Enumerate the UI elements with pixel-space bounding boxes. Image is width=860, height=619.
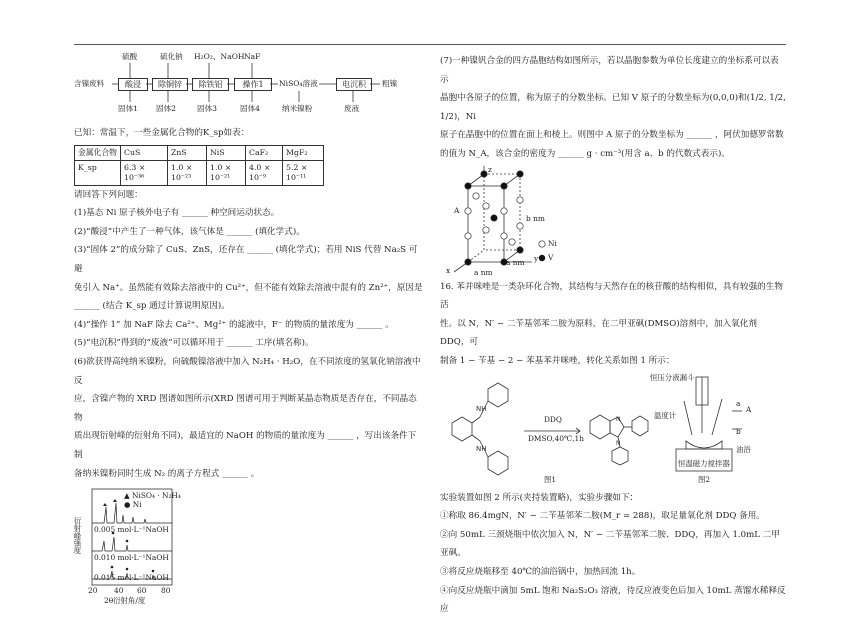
xrd-xtick: 40 — [114, 586, 124, 596]
xrd-legend-item: ▲ NiSO₄ · N₂H₄ — [124, 491, 181, 501]
apparatus-label: 温度计 — [654, 410, 677, 420]
step-box: 电沉积 — [336, 78, 372, 91]
table-cell: 金属化合物 — [75, 145, 121, 160]
apparatus-label: 油浴 — [736, 444, 751, 454]
question-line: ③将反应烧瓶移至 40℃的油浴锅中，加热回流 1h。 — [440, 566, 641, 577]
xrd-figure — [74, 487, 424, 607]
ksp-table — [74, 145, 324, 186]
xrd-xtick: 20 — [88, 586, 98, 596]
xrd-xtick: 60 — [137, 586, 147, 596]
xrd-xlabel: 2θ衍射角/度 — [104, 596, 146, 606]
reaction-scheme — [440, 371, 786, 489]
start-material: 含镍废料 — [74, 79, 105, 88]
svg-text:NH: NH — [476, 444, 487, 453]
solid-label: 固体1 — [118, 104, 139, 113]
reagent-label: 硫酸 — [122, 52, 138, 61]
reaction-figures — [440, 371, 786, 489]
table-cell: 6.3 × 10⁻³⁶ — [120, 160, 167, 185]
question-line: 性。以 N，N′ − 二苄基邻苯二胺为原料，在二甲亚砜(DMSO)溶剂中，加入氧化剂 DDQ，可 — [440, 318, 757, 348]
question-line: 16. 苯并咪唑是一类杂环化合物，其结构与天然存在的核苷酸的结构相似，具有较强的生物活 — [440, 281, 783, 311]
question-line: 实验装置如图 2 所示(夹持装置略)，实验步骤如下： — [440, 492, 639, 503]
question-line: 晶胞中各原子的位置，称为原子的分数坐标。已知 V 原子的分数坐标为(0,0,0)和(1/2, 1/2, 1/2)，Ni — [440, 93, 786, 122]
apparatus-label: b — [736, 426, 741, 436]
question-line: (1)基态 Ni 原子核外电子有 ______ 种空间运动状态。 — [74, 208, 280, 219]
question-line: (2)“酸浸”中产生了一种气体，该气体是 ______ (填化学式)。 — [74, 226, 305, 237]
question-line: ①称取 86.4mgN，N′ − 二苄基邻苯二胺(M_r = 288)，取足量氧化剂 DDQ 备用。 — [440, 511, 765, 522]
table-cell: ZnS — [167, 145, 206, 160]
question-line: ④向反应烧瓶中滴加 5mL 饱和 Na₂S₂O₃ 溶液，待反应液变色后加入 10mL 蒸馏水稀释反应 — [440, 585, 786, 615]
svg-text:N: N — [616, 415, 621, 423]
waste-label: 废液 — [344, 104, 360, 113]
xrd-ylabel: 衍射峰强度 — [73, 517, 82, 555]
solid-label: 固体4 — [240, 104, 261, 113]
question-line: ______ (结合 K_sp 通过计算说明原因)。 — [74, 301, 230, 312]
solid-label: 固体2 — [156, 104, 177, 113]
table-cell: K_sp — [75, 160, 121, 185]
table-cell: CuS — [120, 145, 167, 160]
intermediate-solution: NiSO₄溶液 — [279, 79, 318, 88]
question-line: ②向 50mL 三颈烧瓶中依次加入 N，N′ − 二苄基邻苯二胺、DDQ，再加入 1.0mL 二甲亚砜。 — [440, 529, 780, 559]
xrd-xtick: 80 — [161, 586, 171, 596]
step-box: 除铜锌 — [152, 78, 188, 91]
xrd-legend-item: ● Ni — [124, 500, 142, 510]
legend-v: V — [548, 252, 554, 262]
axis-label: x — [446, 265, 451, 275]
question-line: 免引入 Na⁺。虽然能有效除去溶液中的 Cu²⁺，但不能有效除去溶液中混有的 Zn²⁺，原因是 — [74, 282, 423, 293]
reagent-label: 硫化钠 — [160, 52, 183, 61]
svg-text:NH: NH — [476, 404, 487, 413]
atom-A-label: A — [454, 205, 460, 215]
reagent-label: NaF — [244, 52, 261, 61]
end-product: 粗镍 — [382, 79, 398, 88]
question-line: 的值为 N_A，该合金的密度为 ______ g · cm⁻³(用含 a、b 的代数式表示)。 — [440, 148, 730, 159]
axis-label: z — [488, 164, 492, 174]
lattice-label: a nm — [474, 267, 493, 277]
xrd-curve-label: 0.015 mol·L⁻¹NaOH — [94, 573, 169, 583]
xrd-curve-label: 0.005 mol·L⁻¹NaOH — [94, 525, 169, 535]
solid-label: 纳米镍粉 — [282, 104, 313, 113]
question-line: 制备 1 − 苄基 − 2 − 苯基苯并咪唑，转化关系如图 1 所示： — [440, 355, 675, 366]
question-line: (3)“固体 2”的成分除了 CuS、ZnS，还存在 ______ (填化学式)；若用 NiS 代替 Na₂S 可避 — [74, 245, 418, 274]
table-cell: 1.0 × 10⁻²³ — [167, 160, 206, 185]
lattice-label: b nm — [526, 213, 545, 223]
question-line: 质出现衍射峰的衍射角不同)，最适宜的 NaOH 的物质的量浓度为 ______ ，写出该条件下制 — [74, 431, 417, 460]
table-row — [75, 145, 324, 160]
svg-text:N: N — [616, 439, 621, 447]
xrd-curve-label: 0.010 mol·L⁻¹NaOH — [94, 553, 169, 563]
table-row — [75, 160, 324, 185]
table-cell: 4.0 × 10⁻⁹ — [245, 160, 282, 185]
step-box: 酸浸 — [118, 78, 148, 91]
process-flowchart — [74, 52, 424, 124]
table-cell: 5.2 × 10⁻¹¹ — [282, 160, 323, 185]
table-cell: CaF₂ — [245, 145, 282, 160]
reagent-label: H₂O₂、NaOH — [194, 52, 245, 61]
question-line: 原子在晶胞中的位置在面上和棱上。则图中 A 原子的分数坐标为 ______ ，阿伏加德罗常数 — [440, 130, 784, 141]
reagent-ddq: DDQ — [544, 414, 562, 424]
right-column — [440, 52, 786, 619]
lattice-label: a nm — [506, 257, 525, 267]
table-cell: MgF₂ — [282, 145, 323, 160]
table-cell: 1.0 × 10⁻²¹ — [206, 160, 245, 185]
apparatus-label: A — [746, 404, 752, 414]
known-statement: 已知：常温下，一些金属化合物的K_sp如表： — [74, 128, 250, 138]
table-cell: NiS — [206, 145, 245, 160]
question-line: (6)欲获得高纯纳米镍粉，向硫酸镍溶液中加入 N₂H₄ · H₂O，在不同浓度的氢氧化钠溶液中反 — [74, 356, 421, 386]
figure-caption: 图2 — [698, 474, 711, 484]
question-line: 请回答下列问题： — [74, 189, 143, 200]
apparatus-label: 恒温磁力搅拌器 — [678, 458, 730, 468]
question-line: (4)“操作 1” 加 NaF 除去 Ca²⁺、Mg²⁺ 的滤液中，F⁻ 的物质的量浓度为 ______ 。 — [74, 319, 394, 330]
figure-caption: 图1 — [544, 474, 557, 484]
solid-label: 固体3 — [197, 104, 218, 113]
apparatus-label: 恒压分液漏斗 — [650, 372, 695, 382]
left-column — [74, 52, 424, 607]
apparatus-label: a — [736, 398, 741, 408]
header-rule — [74, 44, 786, 45]
step-box: 除铁铝 — [192, 78, 229, 91]
question-line: (7)一种镍钒合金的四方晶胞结构如图所示，若以晶胞参数为单位长度建立的坐标系可以表示 — [440, 56, 779, 85]
axis-label: y — [534, 253, 539, 263]
question-line: (5)“电沉积”得到的“废液”可以循环用于 ______ 工序(填名称)。 — [74, 338, 314, 349]
reaction-conditions: DMSO,40℃,1h — [528, 433, 585, 443]
crystal-cell-figure — [440, 166, 786, 278]
question-line: 备纳米镍粉同时生成 N₂ 的离子方程式 ______ 。 — [74, 468, 260, 479]
legend-ni: Ni — [548, 238, 557, 248]
step-box: 操作1 — [234, 78, 272, 91]
question-line: 应，含镍产物的 XRD 图谱如图所示(XRD 图谱可用于判断某晶态物质是否存在，不同晶态物 — [74, 394, 417, 423]
